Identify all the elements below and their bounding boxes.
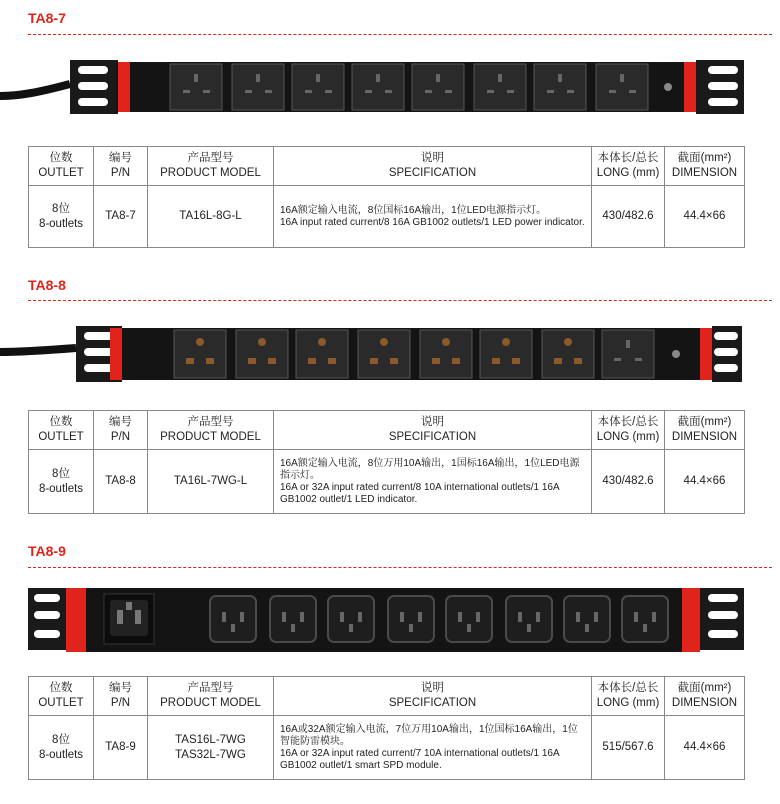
header-long: 本体长/总长 LONG (mm) [592, 677, 665, 716]
cell-outlet: 8位 8-outlets [29, 716, 94, 780]
cell-pn: TA8-8 [94, 450, 148, 514]
divider [28, 567, 772, 568]
table-header-row [29, 411, 745, 450]
cell-spec: 16A或32A额定输入电流，7位万用10A输出，1位国标16A输出，1位智能防雷模块。 16A or 32A input rated current/7 10A international outlets/1 16A GB1002 outlet/1 smart SPD module. [274, 716, 592, 780]
header-dimension: 截面(mm²) DIMENSION [665, 147, 745, 186]
cell-long: 430/482.6 [592, 450, 665, 514]
header-long: 本体长/总长 LONG (mm) [592, 411, 665, 450]
cell-long: 515/567.6 [592, 716, 665, 780]
divider [28, 300, 772, 301]
header-spec: 说明 SPECIFICATION [274, 147, 592, 186]
section-title: TA8-7 [28, 10, 66, 26]
cell-spec: 16A额定输入电流，8位国标16A输出，1位LED电源指示灯。 16A input rated current/8 16A GB1002 outlets/1 LED power indicator. [274, 186, 592, 248]
divider [28, 34, 772, 35]
cell-model: TA16L-8G-L [148, 186, 274, 248]
header-spec: 说明 SPECIFICATION [274, 677, 592, 716]
pdu-product-image [0, 584, 780, 656]
spec-table [28, 146, 745, 248]
header-pn: 编号 P/N [94, 411, 148, 450]
header-model: 产品型号 PRODUCT MODEL [148, 677, 274, 716]
spec-table [28, 676, 745, 780]
table-header-row [29, 147, 745, 186]
cell-dimension: 44.4×66 [665, 186, 745, 248]
header-dimension: 截面(mm²) DIMENSION [665, 411, 745, 450]
table-row [29, 450, 745, 514]
pdu-product-image [0, 52, 780, 122]
header-spec: 说明 SPECIFICATION [274, 411, 592, 450]
header-dimension: 截面(mm²) DIMENSION [665, 677, 745, 716]
cell-outlet: 8位 8-outlets [29, 186, 94, 248]
cell-model: TA16L-7WG-L [148, 450, 274, 514]
header-outlet: 位数 OUTLET [29, 147, 94, 186]
table-row [29, 186, 745, 248]
header-pn: 编号 P/N [94, 677, 148, 716]
cell-model: TAS16L-7WG TAS32L-7WG [148, 716, 274, 780]
header-pn: 编号 P/N [94, 147, 148, 186]
header-model: 产品型号 PRODUCT MODEL [148, 411, 274, 450]
header-long: 本体长/总长 LONG (mm) [592, 147, 665, 186]
pdu-product-image [0, 318, 780, 390]
cell-dimension: 44.4×66 [665, 716, 745, 780]
table-row [29, 716, 745, 780]
header-model: 产品型号 PRODUCT MODEL [148, 147, 274, 186]
header-outlet: 位数 OUTLET [29, 677, 94, 716]
spec-table [28, 410, 745, 514]
cell-long: 430/482.6 [592, 186, 665, 248]
cell-dimension: 44.4×66 [665, 450, 745, 514]
table-header-row [29, 677, 745, 716]
cell-pn: TA8-7 [94, 186, 148, 248]
section-title: TA8-8 [28, 277, 66, 293]
cell-spec: 16A额定输入电流，8位万用10A输出，1国标16A输出，1位LED电源指示灯。 16A or 32A input rated current/8 10A international outlets/1 16A GB1002 outlet/1 LED indicator. [274, 450, 592, 514]
cell-pn: TA8-9 [94, 716, 148, 780]
header-outlet: 位数 OUTLET [29, 411, 94, 450]
cell-outlet: 8位 8-outlets [29, 450, 94, 514]
section-title: TA8-9 [28, 543, 66, 559]
